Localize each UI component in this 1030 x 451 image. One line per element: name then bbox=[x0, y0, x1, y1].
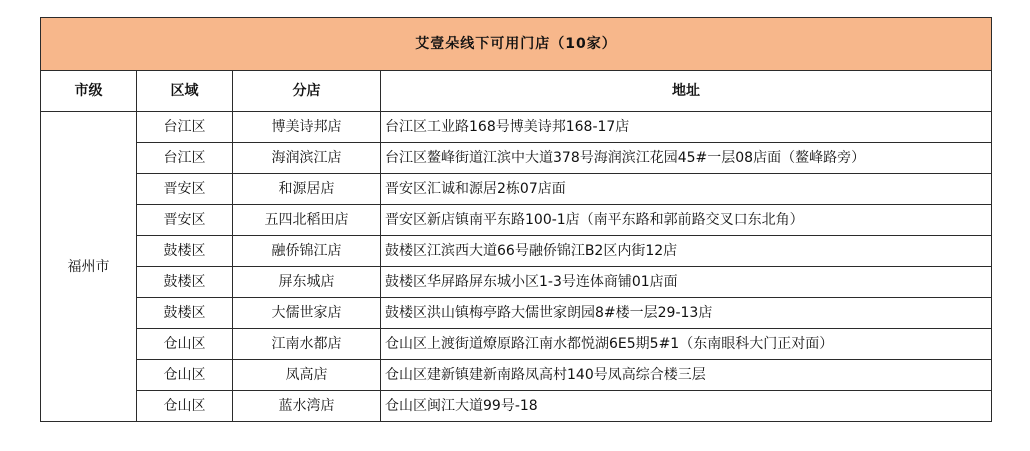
branch-cell: 五四北稻田店 bbox=[233, 205, 381, 236]
table-row bbox=[41, 143, 992, 174]
address-cell: 鼓楼区洪山镇梅亭路大儒世家朗园8#楼一层29-13店 bbox=[381, 298, 992, 329]
branch-cell: 凤高店 bbox=[233, 360, 381, 391]
district-cell: 鼓楼区 bbox=[137, 267, 233, 298]
city-cell: 福州市 bbox=[41, 112, 137, 422]
branch-cell: 博美诗邦店 bbox=[233, 112, 381, 143]
table-row bbox=[41, 329, 992, 360]
address-cell: 仓山区建新镇建新南路凤高村140号凤高综合楼三层 bbox=[381, 360, 992, 391]
district-cell: 晋安区 bbox=[137, 174, 233, 205]
district-cell: 仓山区 bbox=[137, 360, 233, 391]
address-cell: 晋安区新店镇南平东路100-1店（南平东路和郭前路交叉口东北角） bbox=[381, 205, 992, 236]
header-row bbox=[41, 71, 992, 112]
table-row bbox=[41, 360, 992, 391]
district-cell: 鼓楼区 bbox=[137, 236, 233, 267]
branch-cell: 海润滨江店 bbox=[233, 143, 381, 174]
branch-cell: 大儒世家店 bbox=[233, 298, 381, 329]
table-row bbox=[41, 174, 992, 205]
header-district: 区域 bbox=[137, 71, 233, 112]
table-row bbox=[41, 298, 992, 329]
address-cell: 晋安区汇诚和源居2栋07店面 bbox=[381, 174, 992, 205]
header-address: 地址 bbox=[381, 71, 992, 112]
district-cell: 晋安区 bbox=[137, 205, 233, 236]
table-row bbox=[41, 267, 992, 298]
district-cell: 仓山区 bbox=[137, 391, 233, 422]
branch-cell: 屏东城店 bbox=[233, 267, 381, 298]
table-title: 艾壹朵线下可用门店（10家） bbox=[41, 18, 992, 71]
address-cell: 仓山区闽江大道99号-18 bbox=[381, 391, 992, 422]
address-cell: 台江区鳌峰街道江滨中大道378号海润滨江花园45#一层08店面（鳌峰路旁） bbox=[381, 143, 992, 174]
table-row bbox=[41, 205, 992, 236]
header-city: 市级 bbox=[41, 71, 137, 112]
branch-cell: 蓝水湾店 bbox=[233, 391, 381, 422]
district-cell: 仓山区 bbox=[137, 329, 233, 360]
table-row bbox=[41, 112, 992, 143]
branch-cell: 江南水都店 bbox=[233, 329, 381, 360]
branch-cell: 融侨锦江店 bbox=[233, 236, 381, 267]
store-table bbox=[40, 17, 992, 422]
address-cell: 鼓楼区华屏路屏东城小区1-3号连体商铺01店面 bbox=[381, 267, 992, 298]
district-cell: 台江区 bbox=[137, 143, 233, 174]
address-cell: 鼓楼区江滨西大道66号融侨锦江B2区内街12店 bbox=[381, 236, 992, 267]
district-cell: 鼓楼区 bbox=[137, 298, 233, 329]
header-branch: 分店 bbox=[233, 71, 381, 112]
table-row bbox=[41, 236, 992, 267]
district-cell: 台江区 bbox=[137, 112, 233, 143]
branch-cell: 和源居店 bbox=[233, 174, 381, 205]
address-cell: 台江区工业路168号博美诗邦168-17店 bbox=[381, 112, 992, 143]
table-row bbox=[41, 391, 992, 422]
address-cell: 仓山区上渡街道燎原路江南水都悦湖6E5期5#1（东南眼科大门正对面） bbox=[381, 329, 992, 360]
